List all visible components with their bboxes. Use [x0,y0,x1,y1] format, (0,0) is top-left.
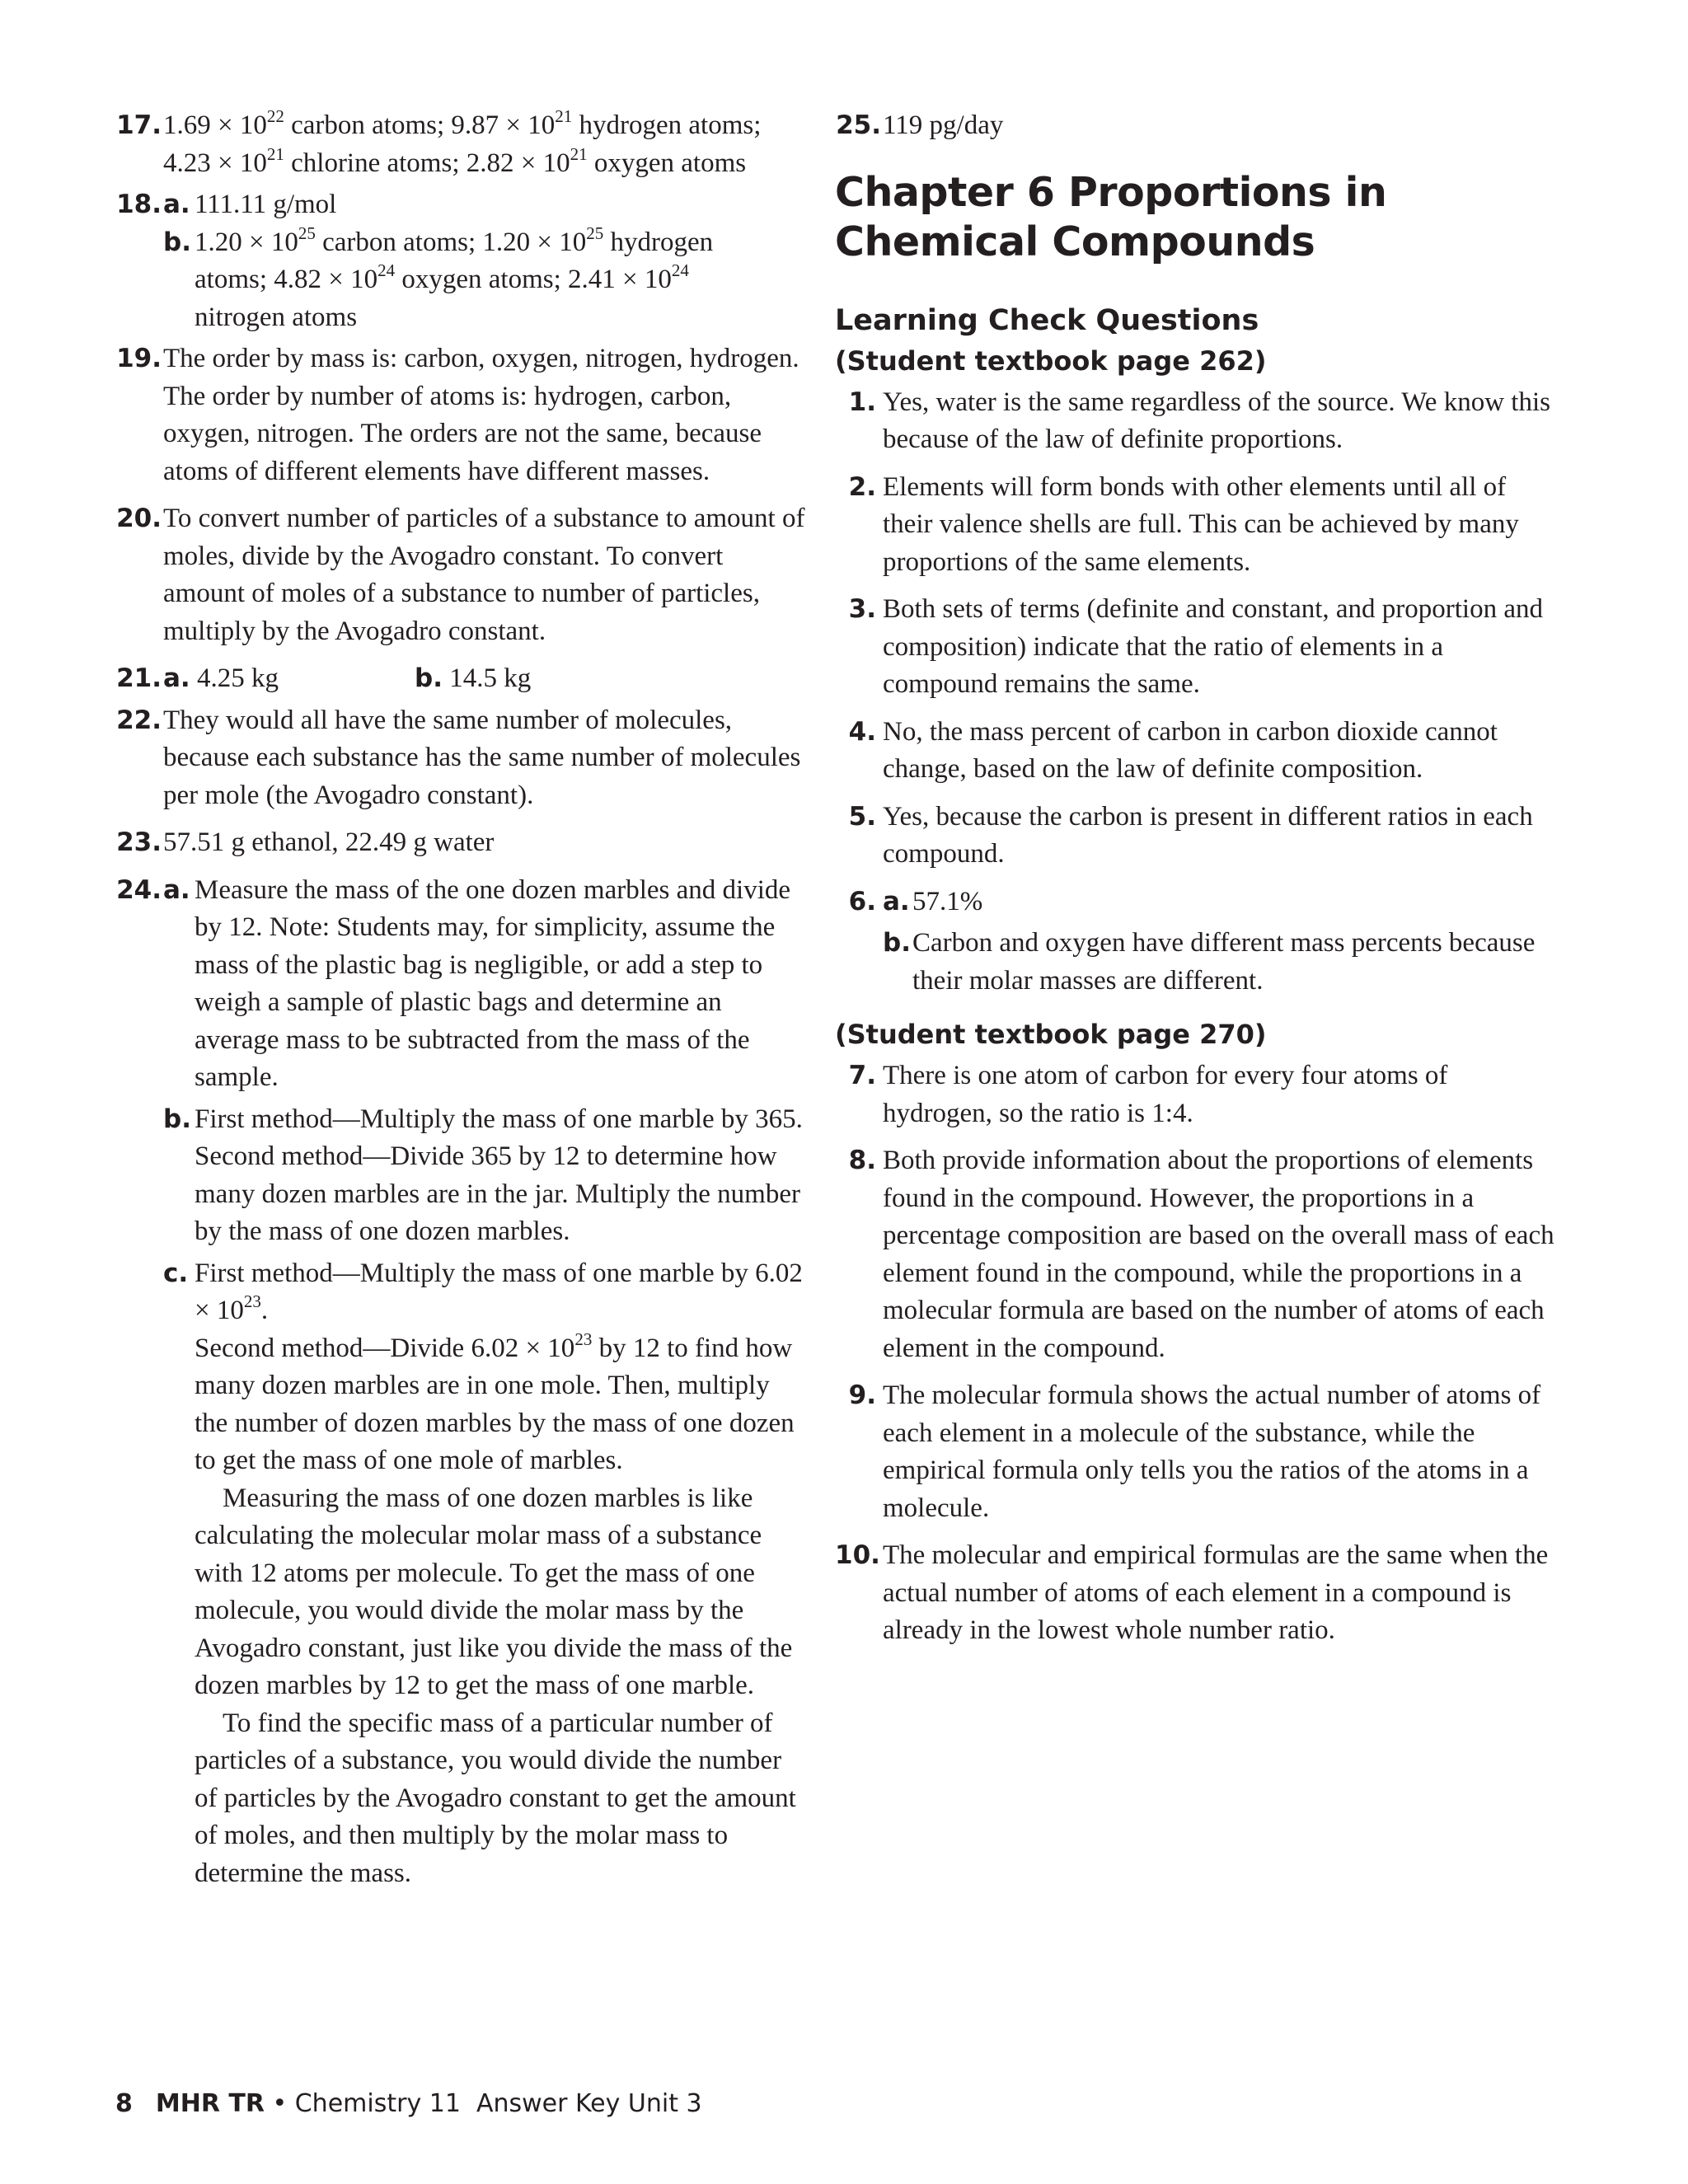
answer-6a: 57.1% [912,886,983,916]
answer-text: Yes, water is the same regardless of the source. We know this because of the law of definite proportions. [883,387,1550,454]
answer-8 [835,1142,1560,1367]
answer-text: The molecular formula shows the actual number of atoms of each element in a molecule of the substance, while the empirical formula only tells you the ratios of the atoms in a molecule. [883,1380,1541,1523]
answer-number: 19. [116,344,162,373]
answer-23 [115,824,808,862]
answer-19 [115,340,808,490]
answer-text: No, the mass percent of carbon in carbon dioxide cannot change, based on the law of definite composition. [883,716,1498,784]
answer-6 [835,883,1560,1001]
answer-17-line1: $1.69 \times 10^{22}$ carbon atoms; $9.87 \times 10^{21}$ hydrogen atoms; [163,106,762,140]
answer-number: 5. [848,801,876,832]
answer-number: 4. [848,716,876,747]
answer-24c: c. First method—Multiply the mass of one marble by $6.02 \times 10^{23}$. Second method—Divide $6.02 \times 10^{23}$ by 12 to find how many dozen marbles are in one mole. Then, multiply the number of dozen marbles by the mass of one dozen to get the mass of one mole of marbles. Measuring the mass of one dozen marbles is like calculating the molecular molar mass of a substance with 12 atoms per molecule. To get the mass of one molecule, you would divide the molar mass by the Avogadro constant, just like you divide the mass of the dozen marbles by 12 to get the mass of one marble. To find the specific mass of a particular number of particles of a substance, you would divide the number of particles by the Avogadro constant to get the amount of moles, and then multiply by the molar mass to determine the mass. [195,1255,808,1893]
part-label: a. [163,874,190,905]
answer-number: 8. [848,1146,876,1175]
answer-text: To convert number of particles of a substance to amount of moles, divide by the Avogadro constant. To convert amount of moles of a substance to number of particles, multiply by the Avogadro constant. [163,504,805,646]
answer-21b: 14.5 kg [449,663,532,693]
textbook-page-reference: (Student textbook page 270) [835,1019,1267,1050]
answer-21 [115,660,808,698]
answer-22 [115,702,808,815]
answer-21a: 4.25 kg [196,663,279,693]
answer-number: 22. [116,705,162,735]
answer-text: 119 pg/day [883,110,1004,140]
answer-text: Both sets of terms (definite and constant, and proportion and composition) indicate that the ratio of elements in a compound remains the same. [883,594,1543,699]
answer-text: They would all have the same number of molecules, because each substance has the same number of molecules per mole (the Avogadro constant). [163,705,801,810]
chapter-title: Chapter 6 Proportions in Chemical Compounds [835,168,1387,265]
part-label: a. [883,886,910,916]
part-label: b. [163,227,191,257]
answer-4 [835,714,1560,789]
answer-text: Yes, because the carbon is present in different ratios in each compound. [883,801,1533,869]
answer-1 [835,384,1560,459]
page-footer [115,2089,702,2118]
answer-7 [835,1057,1560,1132]
answer-text: Both provide information about the proportions of elements found in the compound. However, the proportions in a percentage composition are based on the overall mass of each element found in the compound, while the proportions in a molecular formula are based on the number of atoms of each element in the compound. [883,1146,1554,1363]
answer-number: 25. [836,110,881,140]
textbook-page-reference: (Student textbook page 262) [835,344,1267,377]
answer-number: 9. [848,1380,876,1410]
answer-5 [835,799,1560,874]
answer-number: 7. [848,1061,876,1090]
footer-separator: • [264,2089,295,2118]
answer-text: The order by mass is: carbon, oxygen, nitrogen, hydrogen. The order by number of atoms is: hydrogen, carbon, oxygen, nitrogen. The orders are not the same, because atoms of different elements have different masses. [163,344,799,486]
answer-number: 1. [848,387,876,417]
answer-number: 23. [116,827,162,857]
answer-text: There is one atom of carbon for every four atoms of hydrogen, so the ratio is 1:4. [883,1061,1448,1128]
answer-number: 24. [116,874,162,905]
answer-number: 21. [116,663,162,693]
footer-brand: MHR TR [155,2089,265,2118]
answer-17 [115,107,808,182]
part-label: b. [415,663,443,693]
answer-18a: 111.11 g/mol [195,190,337,219]
footer-book-title: Chemistry 11 Answer Key Unit 3 [294,2089,702,2118]
answer-number: 3. [848,594,876,624]
answer-text: Elements will form bonds with other elements until all of their valence shells are full. This can be achieved by many proportions of the same elements. [883,471,1519,577]
answer-24a: Measure the mass of the one dozen marbles and divide by 12. Note: Students may, for simplicity, assume the mass of the plastic bag is negligible, or add a step to weigh a sample of plastic bags and determine an average mass to be subtracted from the mass of the sample. [195,874,791,1092]
answer-24b: b. First method—Multiply the mass of one marble by 365. Second method—Divide 365 by 12 to determine how many dozen marbles are in the jar. Multiply the number by the mass of one dozen marbles. [195,1101,808,1251]
answer-number: 6. [848,886,876,916]
answer-9 [835,1377,1560,1527]
answer-number: 17. [116,110,162,140]
answer-3 [835,591,1560,704]
answer-text: 57.51 g ethanol, 22.49 g water [163,827,495,857]
section-title: Learning Check Questions [835,303,1259,337]
part-label: a. [163,190,190,219]
page-number: 8 [115,2089,133,2118]
answer-18 [115,186,808,336]
left-column [115,107,808,1902]
answer-10 [835,1537,1560,1650]
answer-20 [115,500,808,650]
part-label: a. [163,663,190,693]
answer-text: The molecular and empirical formulas are the same when the actual number of atoms of each element in a compound is already in the lowest whole number ratio. [883,1540,1549,1645]
answer-17-line2: $4.23 \times 10^{21}$ chlorine atoms; $2.82 \times 10^{21}$ oxygen atoms [163,143,747,178]
part-label: b. [163,1104,191,1134]
answer-number: 18. [116,190,162,219]
answer-6b: b. Carbon and oxygen have different mass percents because their molar masses are different. [912,925,1560,1000]
right-column [835,107,1560,1660]
answer-number: 10. [835,1540,880,1570]
answer-24 [115,872,808,1893]
answer-number: 20. [116,504,162,533]
part-label: c. [163,1258,189,1288]
answer-number: 2. [848,471,876,502]
part-label: b. [883,928,911,958]
answer-18b: b. $1.20 \times 10^{25}$ carbon atoms; $1.20 \times 10^{25}$ hydrogen atoms; $4.82 \times 10^{24}$ oxygen atoms; $2.41 \times 10^{24}$ nitrogen atoms [163,223,714,332]
answer-2 [835,469,1560,582]
answer-25 [835,107,1560,145]
